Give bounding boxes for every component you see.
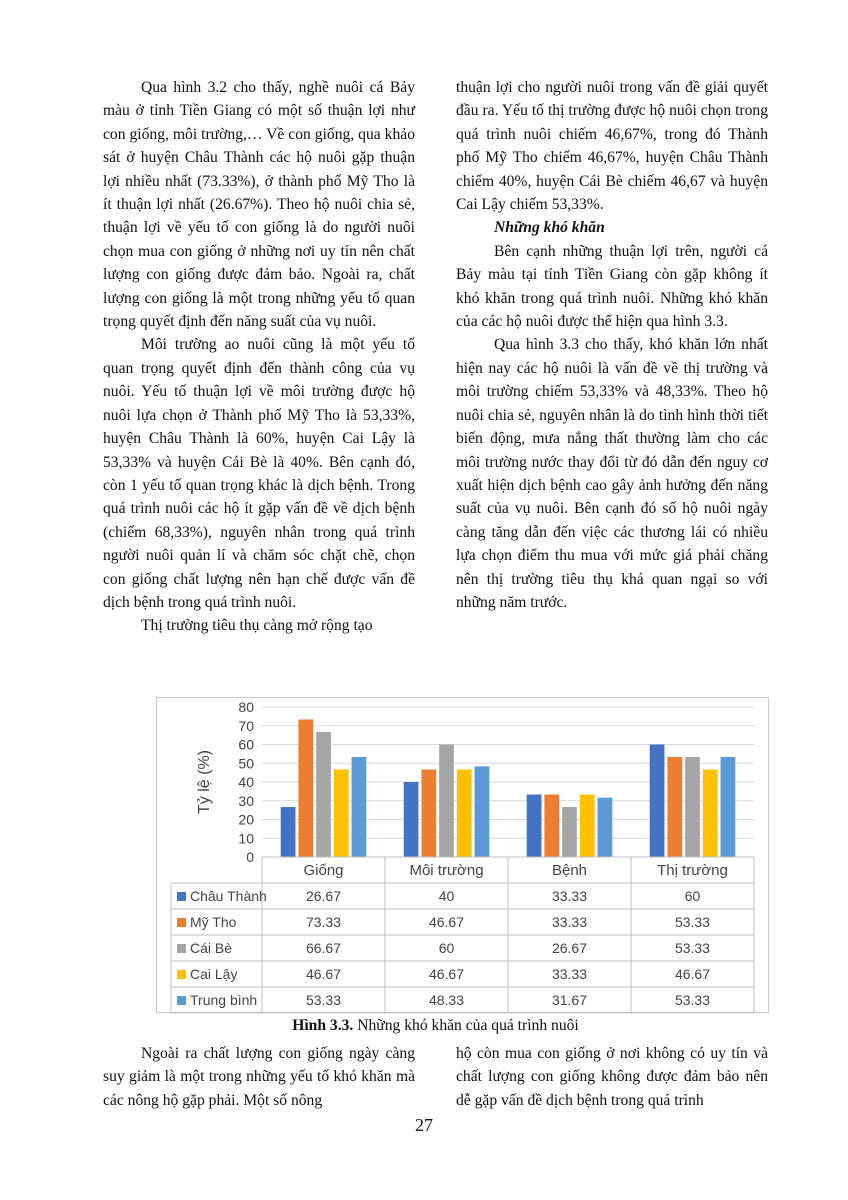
table-value: 60 xyxy=(438,940,455,956)
legend-label: Trung bình xyxy=(190,992,258,1008)
bar xyxy=(721,757,736,857)
table-value: 53.33 xyxy=(674,914,711,930)
legend-swatch xyxy=(177,996,186,1005)
bar xyxy=(650,745,665,858)
paragraph: thuận lợi cho người nuôi trong vấn đề giải quyết đầu ra. Yếu tố thị trường được hộ nuôi chọn trong quá trình nuôi chiếm 46,67%, trong đó Thành phố Mỹ Tho chiếm 46,67%, huyện Châu Thành chiếm 40%, huyện Cái Bè chiếm 46,67 và huyện Cai Lậy chiếm 53,33%. xyxy=(456,79,768,214)
paragraph: Thị trường tiêu thụ càng mở rộng tạo xyxy=(141,617,373,635)
y-tick-label: 20 xyxy=(238,811,254,828)
bar xyxy=(352,757,367,857)
y-tick-label: 50 xyxy=(238,755,254,772)
bar xyxy=(703,769,718,857)
figure-caption xyxy=(103,1017,768,1035)
legend-swatch xyxy=(177,892,186,901)
bottom-right-column xyxy=(456,1042,768,1112)
table-value: 46.67 xyxy=(674,966,711,982)
y-tick-label: 0 xyxy=(246,849,254,865)
legend-swatch xyxy=(177,970,186,979)
table-value: 33.33 xyxy=(551,888,588,904)
table-value: 31.67 xyxy=(551,992,588,1008)
bar-chart xyxy=(157,698,770,1014)
right-column xyxy=(456,76,768,614)
table-value: 33.33 xyxy=(551,966,588,982)
bar xyxy=(334,769,349,857)
bar xyxy=(421,769,436,857)
bar xyxy=(544,795,559,857)
table-value: 53.33 xyxy=(674,940,711,956)
paragraph: hộ còn mua con giống ở nơi không có uy tín và chất lượng con giống không được đảm bảo nên dễ gặp vấn đề dịch bệnh trong quá trình xyxy=(456,1045,768,1109)
section-subheading: Những khó khăn xyxy=(494,219,605,237)
figure-chart xyxy=(156,697,769,1013)
y-tick-label: 40 xyxy=(238,774,254,790)
table-value: 73.33 xyxy=(305,914,342,930)
category-label: Giống xyxy=(303,862,344,879)
y-tick-label: 80 xyxy=(238,699,254,715)
category-label: Thị trường xyxy=(657,862,728,879)
page-number: 27 xyxy=(415,1115,433,1135)
bar xyxy=(685,757,700,857)
table-value: 46.67 xyxy=(305,966,342,982)
table-value: 60 xyxy=(684,888,701,904)
left-column xyxy=(103,76,415,638)
legend-label: Mỹ Tho xyxy=(190,914,237,930)
y-tick-label: 60 xyxy=(238,736,254,753)
category-label: Bệnh xyxy=(551,862,588,879)
table-value: 46.67 xyxy=(428,966,465,982)
paragraph: Môi trường ao nuôi cũng là một yếu tố quan trọng quyết định đến thành công của vụ nuôi. Yếu tố thuận lợi về môi trường được hộ nuôi lựa chọn ở Thành phố Mỹ Tho là 53,33%, huyện Châu Thành là 60%, huyện Cai Lậy là 53,33% và huyện Cái Bè là 40%. Bên cạnh đó, còn 1 yếu tố quan trọng khác là dịch bệnh. Trong quá trình nuôi các hộ ít gặp vấn đề về dịch bệnh (chiếm 68,33%), nguyên nhân trong quá trình người nuôi quản lí và chăm sóc chặt chẽ, chọn con giống chất lượng nên hạn chế được vấn đề dịch bệnh trong quá trình nuôi. xyxy=(103,336,415,611)
caption-text: Những khó khăn của quá trình nuôi xyxy=(353,1017,579,1034)
legend-swatch xyxy=(177,918,186,927)
bar xyxy=(580,795,595,857)
paragraph: Ngoài ra chất lượng con giống ngày càng suy giảm là một trong những yếu tố khó khăn mà các nông hộ gặp phải. Một số nông xyxy=(103,1045,415,1109)
y-tick-label: 10 xyxy=(238,830,254,847)
bar xyxy=(457,769,472,857)
table-value: 26.67 xyxy=(551,940,588,956)
bar xyxy=(598,798,613,857)
bar xyxy=(667,757,682,857)
table-value: 40 xyxy=(438,888,455,904)
table-value: 53.33 xyxy=(674,992,711,1008)
paragraph: Qua hình 3.3 cho thấy, khó khăn lớn nhất hiện nay các hộ nuôi là vấn đề về thị trường và môi trường chiếm 53,33% và 48,33%. Theo hộ nuôi chia sẻ, nguyên nhân là do tình hình thời tiết biến động, mưa nắng thất thường làm cho các môi trường nước thay đổi từ đó dẫn đến nguy cơ xuất hiện dịch bệnh cao gây ảnh hưởng đến năng suất của vụ nuôi. Bên cạnh đó số hộ nuôi ngày càng tăng dẫn đến việc các thương lái có nhiều lựa chọn điểm thu mua với mức giá phải chăng nên thị trường tiêu thụ khá quan ngại so với những năm trước. xyxy=(456,336,768,611)
table-value: 26.67 xyxy=(305,888,342,904)
bar xyxy=(475,766,490,857)
table-value: 33.33 xyxy=(551,914,588,930)
bar xyxy=(404,782,419,857)
paragraph: Bên cạnh những thuận lợi trên, người cá Bảy màu tại tỉnh Tiền Giang còn gặp không ít khó khăn trong quá trình nuôi. Những khó khăn của các hộ nuôi được thể hiện qua hình 3.3. xyxy=(456,242,768,331)
paragraph: Qua hình 3.2 cho thấy, nghề nuôi cá Bảy màu ở tỉnh Tiền Giang có một số thuận lợi như con giống, môi trường,… Về con giống, qua khảo sát ở huyện Châu Thành các hộ nuôi gặp thuận lợi nhiều nhất (73.33%), ở thành phố Mỹ Tho là ít thuận lợi nhất (26.67%). Theo hộ nuôi chia sẻ, thuận lợi về yếu tố con giống là do người nuôi chọn mua con giống ở những nơi uy tín nên chất lượng con giống được đảm bảo. Ngoài ra, chất lượng con giống là một trong những yếu tố quan trọng quyết định đến năng suất của vụ nuôi. xyxy=(103,79,415,331)
bar xyxy=(527,795,542,857)
table-value: 48.33 xyxy=(428,992,465,1008)
legend-label: Cai Lậy xyxy=(190,966,238,982)
bar xyxy=(316,732,331,857)
y-tick-label: 70 xyxy=(238,717,254,734)
legend-label: Cái Bè xyxy=(190,940,233,956)
legend-swatch xyxy=(177,944,186,953)
y-tick-label: 30 xyxy=(238,792,254,809)
y-axis-label: Tỷ lệ (%) xyxy=(196,750,213,814)
bar xyxy=(439,745,454,858)
table-value: 53.33 xyxy=(305,992,342,1008)
bar xyxy=(298,720,313,857)
bar xyxy=(562,807,577,857)
legend-label: Châu Thành xyxy=(190,888,267,904)
table-value: 66.67 xyxy=(305,940,342,956)
category-label: Môi trường xyxy=(409,862,484,879)
caption-label: Hình 3.3. xyxy=(292,1017,354,1034)
bar xyxy=(281,807,296,857)
bottom-left-column xyxy=(103,1042,415,1112)
table-value: 46.67 xyxy=(428,914,465,930)
